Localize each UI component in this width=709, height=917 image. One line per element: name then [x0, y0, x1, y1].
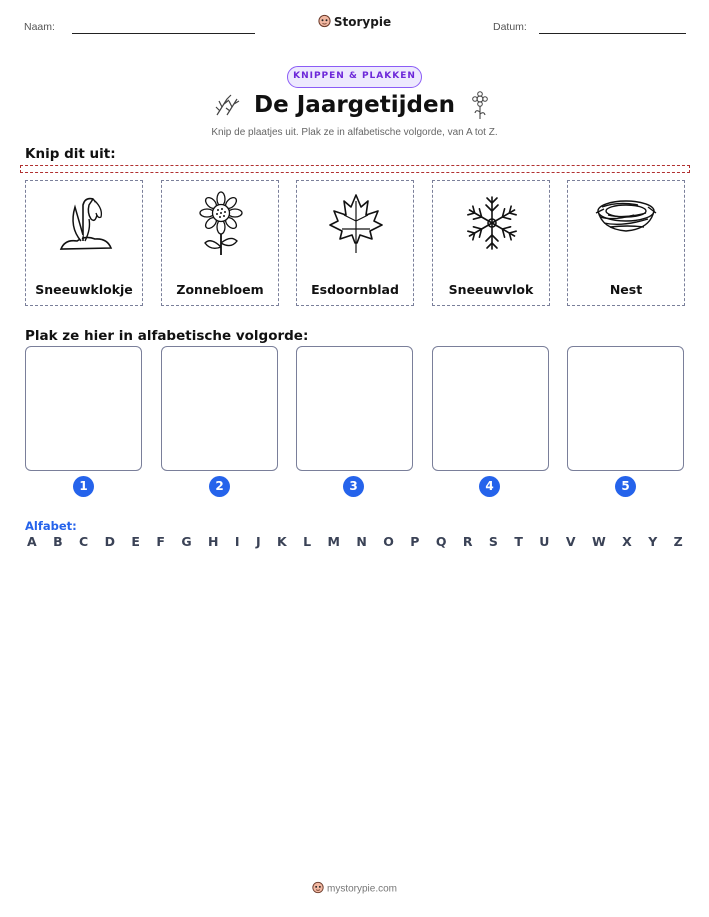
instructions: Knip de plaatjes uit. Plak ze in alfabetische volgorde, van A tot Z. — [211, 127, 498, 138]
cut-card-nest[interactable] — [567, 180, 685, 306]
cut-section-label: Knip dit uit: — [25, 146, 116, 162]
alphabet-letter: U — [539, 534, 550, 549]
alphabet-letter: I — [234, 534, 240, 549]
mascot-icon — [318, 14, 331, 31]
footer-site[interactable]: mystorypie.com — [326, 883, 397, 895]
alphabet-letter: K — [277, 534, 287, 549]
alphabet-letter: G — [181, 534, 192, 549]
alphabet-letter: M — [327, 534, 340, 549]
maple-leaf-icon — [326, 191, 386, 255]
cut-line — [20, 165, 690, 173]
cut-card-snowflake[interactable] — [432, 180, 550, 306]
paste-box-1[interactable] — [25, 346, 142, 471]
alphabet-letter: X — [622, 534, 632, 549]
activity-badge: KNIPPEN & PLAKKEN — [287, 66, 422, 88]
number-badge-1: 1 — [73, 476, 94, 497]
alphabet-letter: J — [255, 534, 261, 549]
page-title: De Jaargetijden — [254, 92, 455, 118]
alphabet-letter: S — [488, 534, 498, 549]
number-badge-2: 2 — [209, 476, 230, 497]
cut-card-maple-leaf[interactable] — [296, 180, 414, 306]
alphabet-letter: Y — [648, 534, 658, 549]
alphabet-letter: L — [303, 534, 312, 549]
cut-card-snowdrop[interactable] — [25, 180, 143, 306]
alphabet-label: Alfabet: — [25, 519, 77, 533]
paste-box-2[interactable] — [161, 346, 278, 471]
brand-name: Storypie — [333, 15, 392, 29]
sunflower-icon — [191, 191, 251, 257]
nest-icon — [594, 191, 658, 247]
alphabet-letter: F — [156, 534, 165, 549]
alphabet-letter: B — [53, 534, 63, 549]
paste-section-label: Plak ze hier in alfabetische volgorde: — [25, 328, 309, 344]
footer — [0, 881, 709, 897]
alphabet-letter: P — [410, 534, 420, 549]
card-label: Zonnebloem — [176, 282, 264, 297]
alphabet-letter: H — [208, 534, 219, 549]
alphabet-letter: C — [79, 534, 89, 549]
alphabet-letter: R — [462, 534, 473, 549]
alphabet-row — [27, 534, 683, 549]
alphabet-letter: D — [104, 534, 116, 549]
alphabet-letter: N — [356, 534, 367, 549]
alphabet-letter: E — [131, 534, 140, 549]
paste-box-3[interactable] — [296, 346, 413, 471]
flower-deco-icon — [470, 91, 490, 125]
card-label: Esdoornblad — [311, 282, 399, 297]
paste-box-5[interactable] — [567, 346, 684, 471]
alphabet-letter: A — [27, 534, 37, 549]
alphabet-letter: W — [591, 534, 606, 549]
card-label: Sneeuwvlok — [448, 282, 534, 297]
card-label: Nest — [609, 282, 643, 297]
mascot-icon — [312, 881, 324, 897]
alphabet-letter: T — [514, 534, 523, 549]
number-badge-4: 4 — [479, 476, 500, 497]
cut-card-sunflower[interactable] — [161, 180, 279, 306]
brand-logo — [0, 14, 709, 31]
alphabet-letter: V — [565, 534, 576, 549]
alphabet-letter: O — [383, 534, 394, 549]
date-line[interactable] — [539, 33, 686, 34]
number-badge-3: 3 — [343, 476, 364, 497]
alphabet-letter: Z — [673, 534, 683, 549]
number-badge-5: 5 — [615, 476, 636, 497]
name-line[interactable] — [72, 33, 255, 34]
name-label: Naam: — [24, 21, 55, 33]
snowflake-icon — [462, 191, 522, 255]
paste-box-4[interactable] — [432, 346, 549, 471]
date-label: Datum: — [493, 21, 527, 33]
card-label: Sneeuwklokje — [35, 282, 133, 297]
snowdrop-icon — [55, 191, 115, 255]
alphabet-letter: Q — [435, 534, 447, 549]
